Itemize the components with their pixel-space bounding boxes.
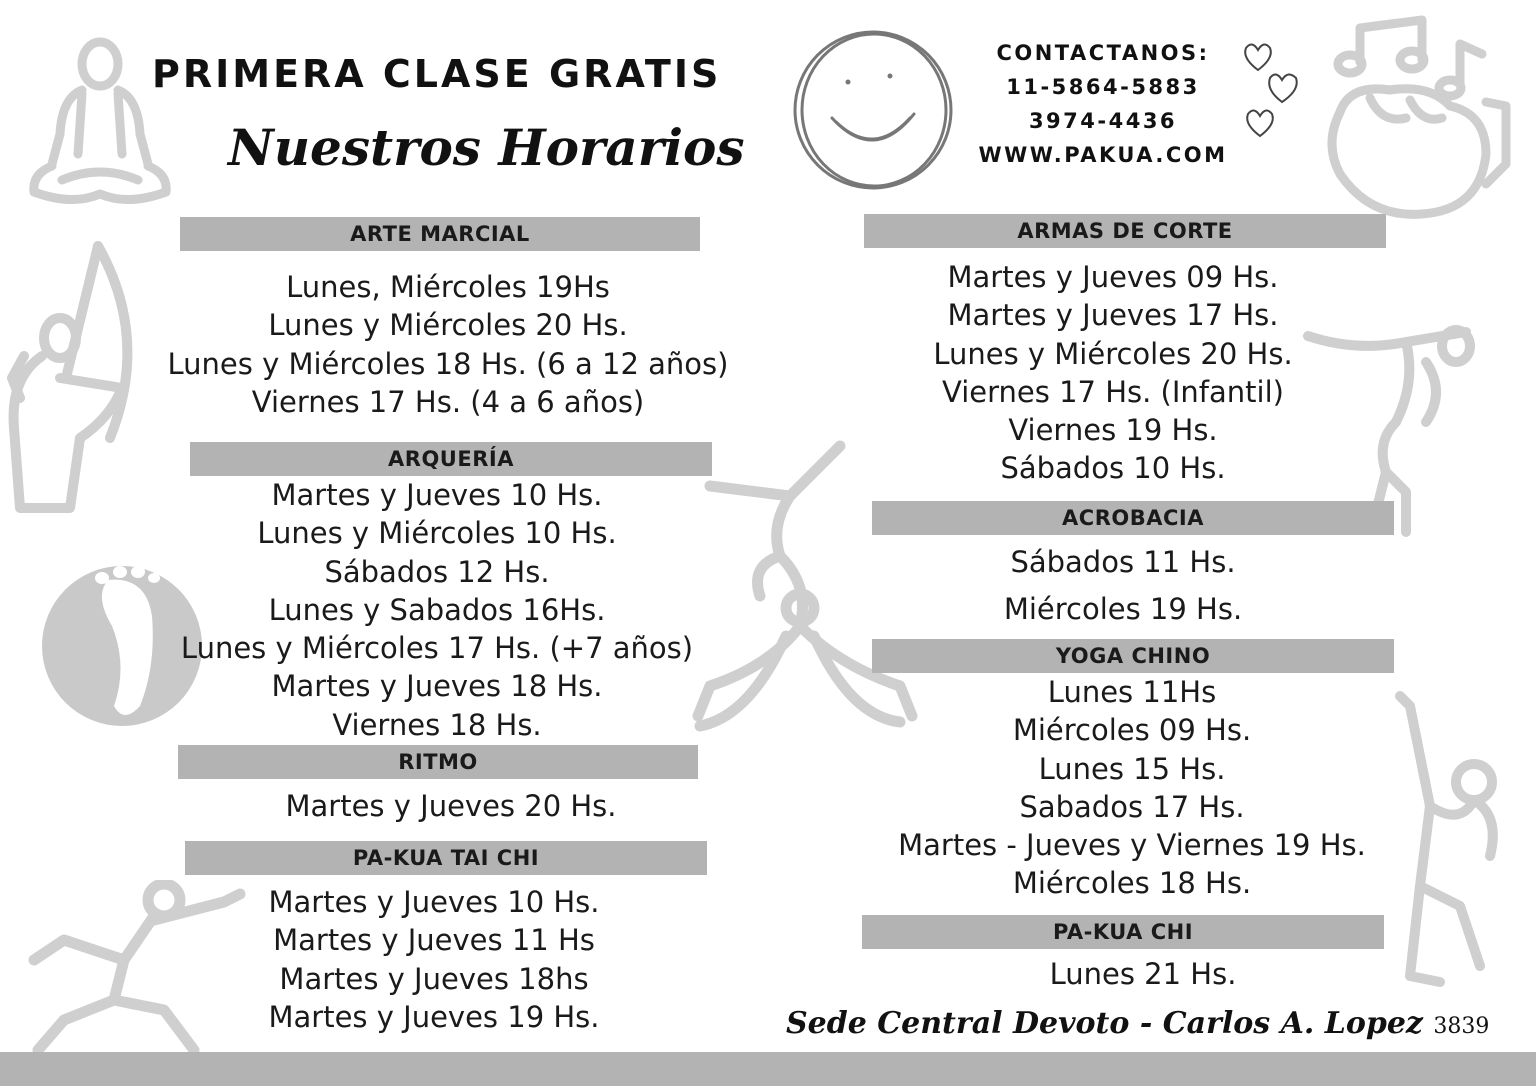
footer-address-street: Sede Central Devoto - Carlos A. Lopez [786, 1006, 1423, 1041]
smiley-face-icon [788, 26, 958, 194]
schedule-item: Sábados 12 Hs. [324, 554, 550, 589]
contact-phone-1[interactable]: 11-5864-5883 [1006, 75, 1200, 99]
schedule-list-yoga-chino [872, 673, 1392, 903]
schedule-item: Lunes 11Hs [1047, 675, 1217, 709]
schedule-list-pa-kua-chi [900, 955, 1386, 993]
schedule-item: Lunes y Miércoles 20 Hs. [268, 308, 628, 343]
page-title: Nuestros Horarios [228, 118, 745, 177]
schedule-item: Lunes y Miércoles 18 Hs. (6 a 12 años) [167, 346, 729, 381]
schedule-item: Lunes y Miércoles 20 Hs. [933, 336, 1293, 371]
schedule-item: Viernes 17 Hs. (Infantil) [942, 374, 1284, 409]
footer-address-number: 3839 [1433, 1014, 1490, 1039]
contact-block [968, 36, 1238, 172]
schedule-item: Martes y Jueves 20 Hs. [285, 789, 617, 823]
schedule-item: Sábados 11 Hs. [1010, 545, 1236, 579]
section-header-arte-marcial: ARTE MARCIAL [180, 217, 700, 251]
footer-band [0, 1052, 1536, 1086]
schedule-item: Viernes 18 Hs. [332, 707, 542, 742]
schedule-item: Sabados 17 Hs. [1019, 789, 1245, 824]
archer-figure-icon [0, 238, 160, 518]
schedule-item: Martes y Jueves 19 Hs. [268, 999, 600, 1034]
schedule-item: Martes y Jueves 18 Hs. [271, 669, 603, 704]
schedule-item: Lunes 15 Hs. [1038, 751, 1226, 786]
section-header-arqueria: ARQUERÍA [190, 442, 712, 476]
schedule-list-acrobacia [880, 543, 1366, 628]
promo-heading: PRIMERA CLASE GRATIS [152, 52, 722, 96]
heart-icon [1238, 36, 1308, 144]
section-header-yoga-chino: YOGA CHINO [872, 639, 1394, 673]
schedule-item: Lunes 21 Hs. [1049, 957, 1237, 991]
section-header-tai-chi: PA-KUA TAI CHI [185, 841, 707, 875]
schedule-item: Miércoles 09 Hs. [1012, 713, 1252, 748]
schedule-item: Viernes 17 Hs. (4 a 6 años) [251, 384, 645, 419]
schedule-item: Martes y Jueves 10 Hs. [268, 885, 600, 919]
schedule-list-arqueria [150, 476, 724, 744]
schedule-item: Martes y Jueves 11 Hs [273, 923, 595, 958]
high-kick-figure-icon [1370, 686, 1520, 996]
contact-phone-2[interactable]: 3974-4436 [1028, 109, 1178, 133]
schedule-item: Sábados 10 Hs. [1000, 451, 1226, 486]
schedule-item: Miércoles 18 Hs. [1012, 866, 1252, 901]
fist-music-notes-icon [1310, 14, 1525, 234]
section-header-ritmo: RITMO [178, 745, 698, 779]
schedule-item: Lunes y Miércoles 17 Hs. (+7 años) [180, 631, 694, 666]
section-header-pa-kua-chi: PA-KUA CHI [862, 915, 1384, 949]
schedule-item: Martes y Jueves 18hs [279, 961, 589, 996]
contact-label: CONTACTANOS: [996, 41, 1210, 65]
schedule-item: Lunes y Miércoles 10 Hs. [257, 516, 617, 551]
schedule-item: Martes y Jueves 09 Hs. [947, 260, 1279, 294]
schedule-list-tai-chi [140, 883, 728, 1036]
section-header-acrobacia: ACROBACIA [872, 501, 1394, 535]
section-header-armas-de-corte: ARMAS DE CORTE [864, 214, 1386, 248]
footer-address [786, 1006, 1506, 1041]
schedule-item: Martes - Jueves y Viernes 19 Hs. [898, 828, 1366, 863]
schedule-list-armas-de-corte [872, 258, 1354, 488]
schedule-list-ritmo [150, 787, 752, 825]
contact-website-link[interactable]: WWW.PAKUA.COM [978, 143, 1228, 167]
schedule-item: Lunes, Miércoles 19Hs [286, 270, 610, 304]
schedule-item: Lunes y Sabados 16Hs. [268, 592, 606, 627]
schedule-item: Martes y Jueves 10 Hs. [271, 478, 603, 512]
schedule-item: Miércoles 19 Hs. [1003, 592, 1243, 626]
schedule-list-arte-marcial [150, 268, 746, 421]
schedule-item: Martes y Jueves 17 Hs. [947, 298, 1279, 333]
schedule-item: Viernes 19 Hs. [1008, 413, 1218, 448]
